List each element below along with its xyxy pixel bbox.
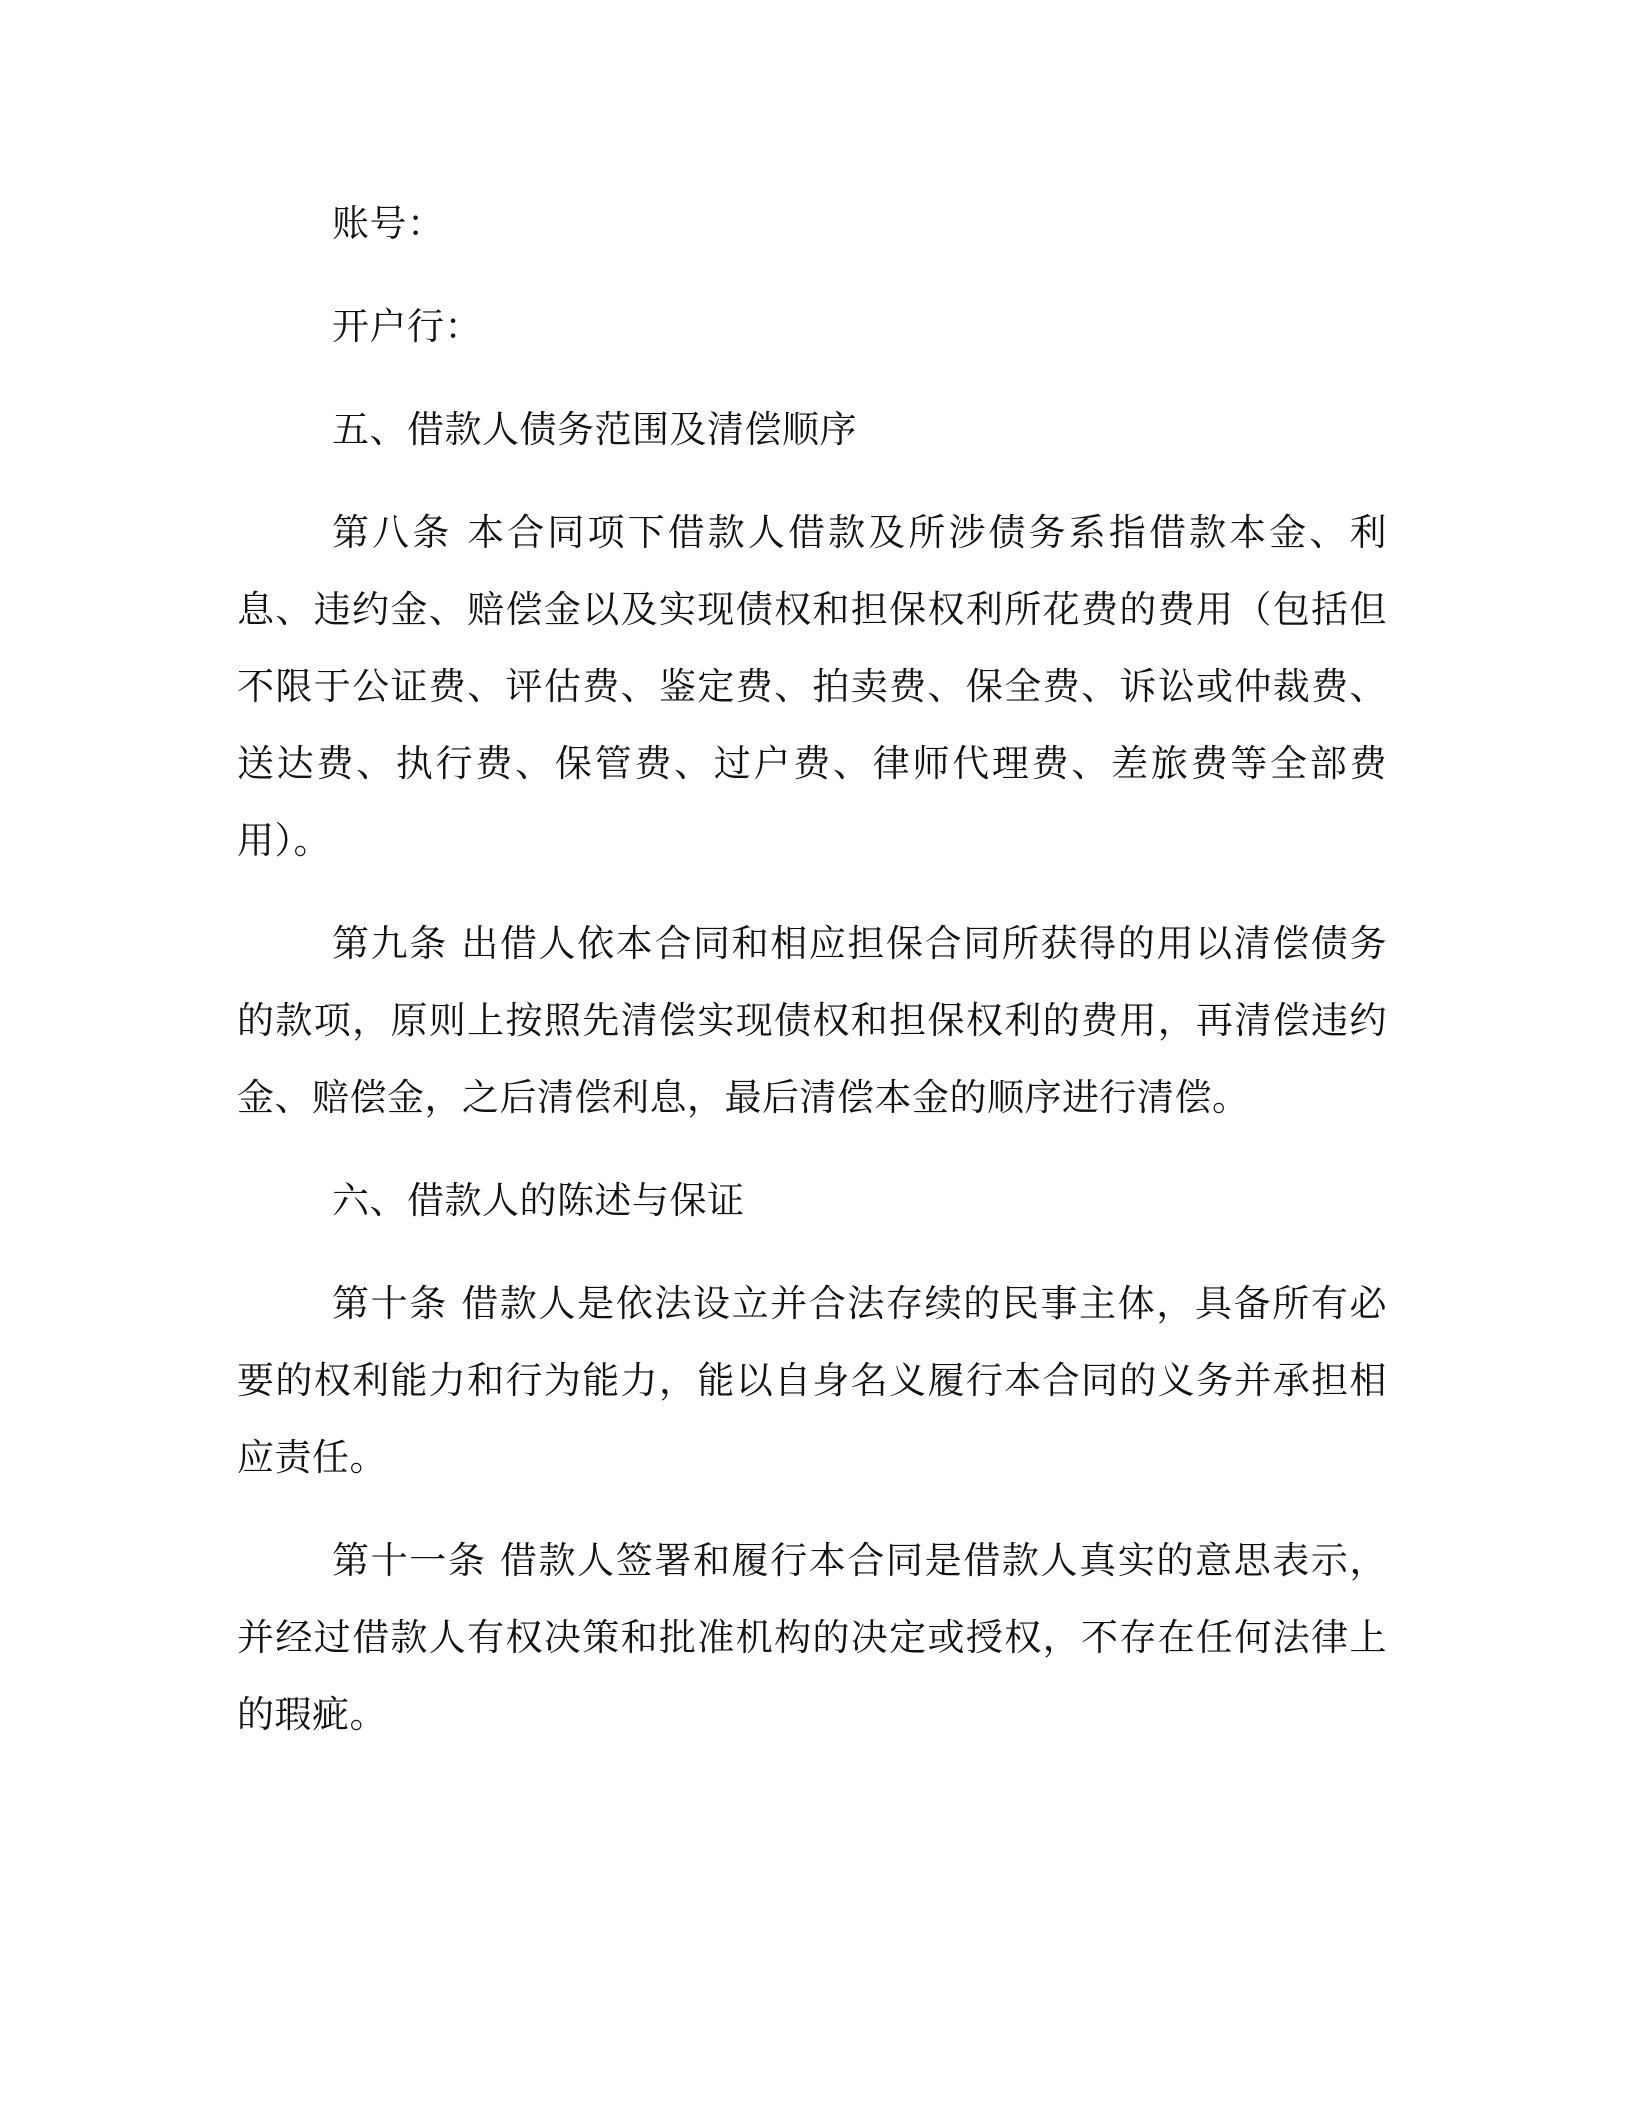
- article-eight: 第八条 本合同项下借款人借款及所涉债务系指借款本金、利息、违约金、赔偿金以及实现债权和担保权利所花费的费用（包括但不限于公证费、评估费、鉴定费、拍卖费、保全费、诉讼或仲裁费、送达费、执行费、保管费、过户费、律师代理费、差旅费等全部费用）。: [237, 511, 1387, 862]
- account-number-label: 账号：: [332, 202, 445, 245]
- article-nine: 第九条 出借人依本合同和相应担保合同所获得的用以清偿债务的款项，原则上按照先清偿实现债权和担保权利的费用，再清偿违约金、赔偿金，之后清偿利息，最后清偿本金的顺序进行清偿。: [237, 922, 1387, 1119]
- section-five-heading: 五、借款人债务范围及清偿顺序: [332, 408, 857, 451]
- article-eleven: 第十一条 借款人签署和履行本合同是借款人真实的意思表示，并经过借款人有权决策和批准机构的决定或授权，不存在任何法律上的瑕疵。: [237, 1539, 1387, 1736]
- section-six-heading: 六、借款人的陈述与保证: [332, 1179, 745, 1222]
- article-ten: 第十条 借款人是依法设立并合法存续的民事主体，具备所有必要的权利能力和行为能力，能以自身名义履行本合同的义务并承担相应责任。: [237, 1282, 1387, 1479]
- document-body: [237, 185, 1387, 1753]
- opening-bank-label: 开户行：: [332, 305, 482, 348]
